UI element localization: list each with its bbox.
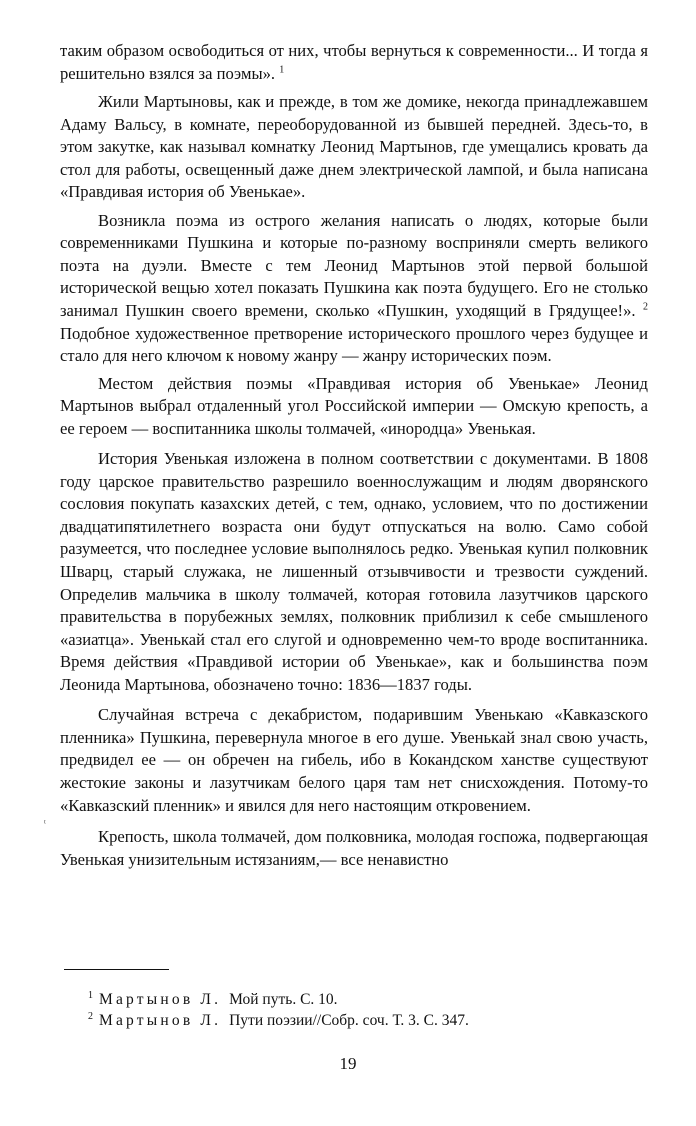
footnote-separator [64,969,169,970]
paragraph-1 [60,40,648,85]
paragraph-1-text: таким образом освободиться от них, чтобы вернуться к современности... И тогда я решительно взялся за поэмы». [60,41,648,83]
footnote-2 [88,1010,648,1031]
footnote-2-text: Пути поэзии//Собр. соч. Т. 3. С. 347. [229,1012,469,1029]
footnote-1-author: Мартынов Л. [99,991,222,1008]
footnote-1-mark: 1 [88,989,93,1001]
paragraph-3 [60,210,648,368]
stray-margin-mark: ᵗ [44,818,46,829]
main-text [60,40,648,871]
page-number: 19 [339,1054,357,1073]
paragraph-5: История Увенькая изложена в полном соответствии с документами. В 1808 году царское правительство разрешило военнослужащим и людям дворянского сословия покупать казахских детей, с тем, однако, условием, что по достижении двадцатипятилетнего возраста они будут отпускаться на волю. Само собой разумеется, что последнее условие выполнялось редко. Увенькая купил полковник Шварц, старый служака, не лишенный отзывчивости и трезвости суждений. Определив мальчика в школу толмачей, которая готовила лазутчиков царского правительства в порубежных землях, полковник приблизил к себе смышленого «азиатца». Увенькай стал его слугой и одновременно чем-то вроде воспитанника. Время действия «Правдивой истории об Увенькае», как и большинства поэм Леонида Мартынова, обозначено точно: 1836—1837 годы. [60,449,648,694]
paragraph-7: Крепость, школа толмачей, дом полковника, молодая госпожа, подвергающая Увенькая унизительным истязаниям,— все ненавистно [60,827,648,869]
footnote-1 [88,989,648,1010]
paragraph-6: Случайная встреча с декабристом, подарившим Увенькаю «Кавказского пленника» Пушкина, перевернула многое в его душе. Увенькай знал свою участь, предвидел ее — он обречен на гибель, ибо в Кокандском ханстве существуют жестокие законы и лазутчикам белого царя там нет снисхождения. Потому-то «Кавказский пленник» и явился для него настоящим откровением. [60,705,648,815]
paragraph-3-text-after: Подобное художественное претворение исторического прошлого через будущее и стало для него ключом к новому жанру — жанру исторических поэм. [60,323,648,366]
footnote-2-author: Мартынов Л. [99,1012,222,1029]
footnote-1-text: Мой путь. С. 10. [229,991,338,1008]
footnote-2-mark: 2 [88,1010,93,1022]
footnotes [88,989,648,1031]
paragraph-3-text-before: Возникла поэма из острого желания написать о людях, которые были современниками Пушкина и которые по-разному восприняли смерть великого поэта на дуэли. Вместе с тем Леонид Мартынов этой первой большой исторической вещью хотел показать Пушкина как поэта будущего. Его не столько занимал Пушкин своего времени, сколько «Пушкин, уходящий в Грядущее!». [60,210,648,321]
paragraph-2: Жили Мартыновы, как и прежде, в том же домике, некогда принадлежавшем Адаму Вальсу, в комнате, переоборудованной из бывшей передней. Здесь-то, в этом закутке, как называл комнатку Леонид Мартынов, где умещались кровать да стол для работы, освещенный даже днем электрической лампой, и была написана «Правдивая история об Увенькае». [60,92,648,202]
footnote-ref-2: 2 [643,301,648,313]
footnote-ref-1: 1 [279,64,285,76]
paragraph-4: Местом действия поэмы «Правдивая история об Увенькае» Леонид Мартынов выбрал отдаленный угол Российской империи — Омскую крепость, а ее героем — воспитанника школы толмачей, «инородца» Увенькая. [60,373,648,438]
